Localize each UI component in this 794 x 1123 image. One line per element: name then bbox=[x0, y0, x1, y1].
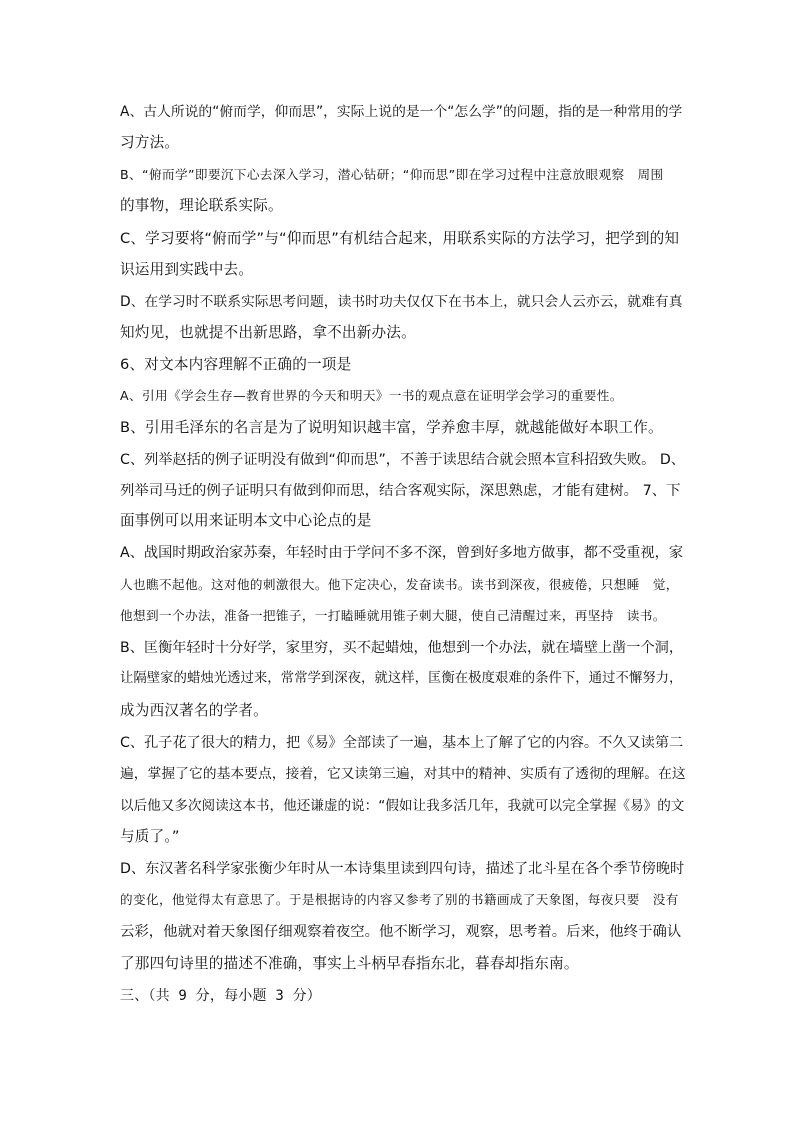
text-line: 了那四句诗里的描述不准确，事实上斗柄早春指东北，暮春却指东南。 bbox=[120, 955, 579, 972]
text-line: 成为西汉著名的学者。 bbox=[120, 702, 268, 719]
text-line: 列举司马迁的例子证明只有做到仰而思，结合客观实际，深思熟虑，才能有建树。 7、下 bbox=[120, 483, 681, 499]
text-line: D、在学习时不联系实际思考问题，读书时功夫仅仅下在书本上，就只会人云亦云，就难有真 bbox=[120, 294, 683, 310]
text-line: C、孔子花了很大的精力，把《易》全部读了一遍，基本上了解了它的内容。不久又读第二 bbox=[120, 735, 684, 751]
question-heading: 6、对文本内容理解不正确的一项是 bbox=[120, 356, 352, 373]
text-line: 云彩，他就对着天象图仔细观察着夜空。他不断学习，观察，思考着。后来，他终于确认 bbox=[120, 924, 682, 940]
text-line: 知灼见，也就提不出新思路，拿不出新办法。 bbox=[120, 324, 416, 341]
text-line: 识运用到实践中去。 bbox=[120, 261, 254, 278]
text-line: 以后他又多次阅读这本书，他还谦虚的说：“假如让我多活几年，我就可以完全掌握《易》的文 bbox=[120, 798, 685, 814]
text-line: 与质了。” bbox=[120, 828, 180, 845]
text-line: A、引用《学会生存—教育世界的今天和明天》一书的观点意在证明学会学习的重要性。 bbox=[120, 388, 623, 403]
text-line: 的变化，他觉得太有意思了。于是根据诗的内容又参考了别的书籍画成了天象图，每夜只要 没有 bbox=[120, 892, 679, 907]
text-line: 他想到一个办法，准备一把锥子，一打瞌睡就用锥子刺大腿，使自己清醒过来，再坚持 读书。 bbox=[120, 608, 666, 623]
text-line: C、列举赵括的例子证明没有做到“仰而思”，不善于读思结合就会照本宣科招致失败。 D、 bbox=[120, 452, 685, 468]
text-line: B、引用毛泽东的名言是为了说明知识越丰富，学养愈丰厚，就越能做好本职工作。 bbox=[120, 419, 663, 436]
section-heading: 三、（共 9 分，每小题 3 分） bbox=[120, 988, 321, 1004]
text-line: 遍，掌握了它的基本要点，接着，它又读第三遍，对其中的精神、实质有了透彻的理解。在这 bbox=[120, 766, 686, 782]
text-line: 的事物，理论联系实际。 bbox=[120, 197, 283, 214]
text-line: A、古人所说的“俯而学，仰而思”，实际上说的是一个“怎么学”的问题，指的是一种常用的学 bbox=[120, 104, 683, 120]
text-line: 习方法。 bbox=[120, 134, 180, 151]
text-line: B、“俯而学”即要沉下心去深入学习，潜心钻研；“仰而思”即在学习过程中注意放眼观察 周围 bbox=[120, 167, 664, 182]
text-line: B、匡衡年轻时十分好学，家里穷，买不起蜡烛，他想到一个办法，就在墙壁上凿一个洞， bbox=[120, 640, 684, 656]
text-line: 人也瞧不起他。这对他的刺激很大。他下定决心，发奋读书。读书到深夜，很疲倦，只想睡 觉， bbox=[120, 577, 679, 592]
text-line: 面事例可以用来证明本文中心论点的是 bbox=[120, 512, 372, 529]
text-line: 让隔壁家的蜡烛光透过来，常常学到深夜，就这样，匡衡在极度艰难的条件下，通过不懈努力， bbox=[120, 671, 683, 686]
text-line: A、战国时期政治家苏秦，年轻时由于学问不多不深，曾到好多地方做事，都不受重视，家 bbox=[120, 545, 684, 561]
text-line: D、东汉著名科学家张衡少年时从一本诗集里读到四句诗，描述了北斗星在各个季节傍晚时 bbox=[120, 861, 685, 877]
text-line: C、学习要将“俯而学”与“仰而思”有机结合起来，用联系实际的方法学习，把学到的知 bbox=[120, 230, 680, 247]
